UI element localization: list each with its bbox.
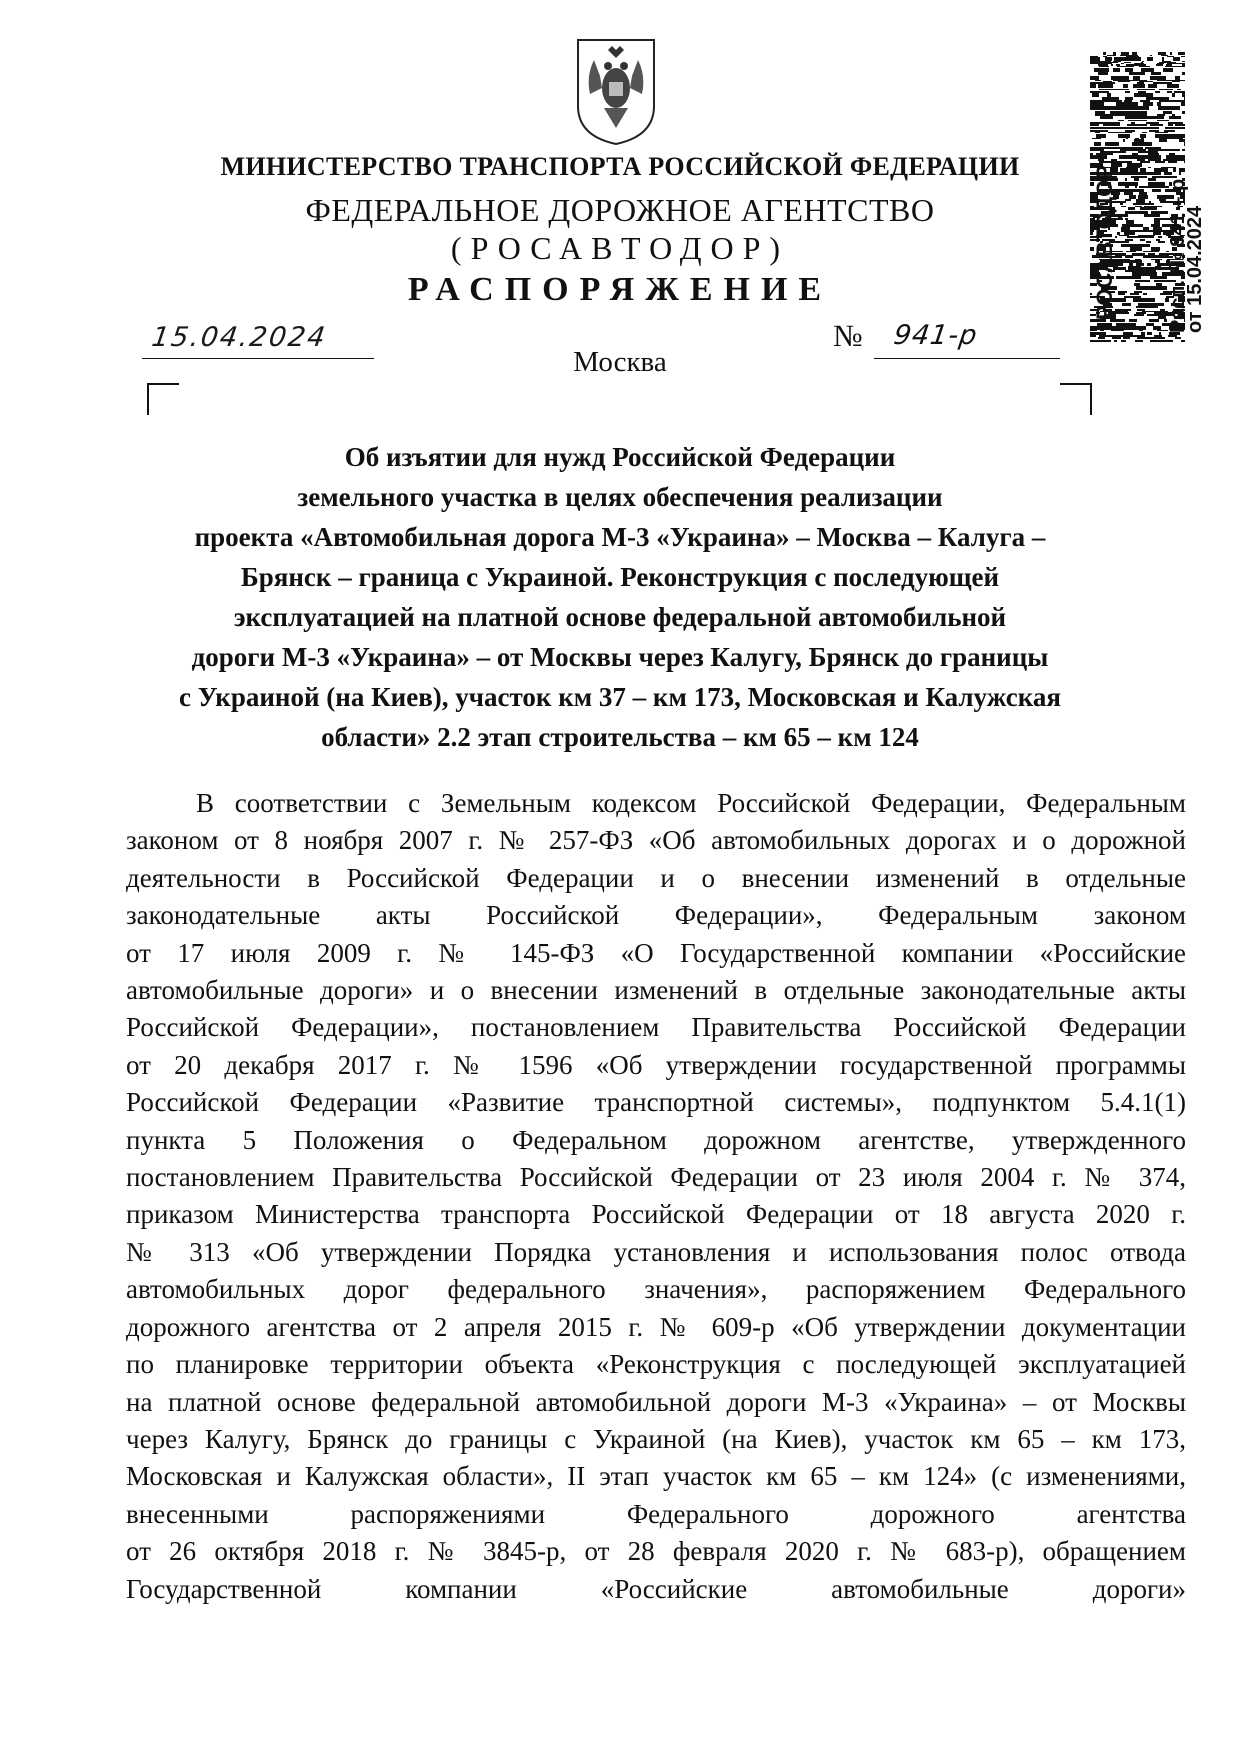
body-line: на платной основе федеральной автомобильной дороги М-3 «Украина» – от Москвы [126, 1386, 1186, 1417]
agency-name: ФЕДЕРАЛЬНОЕ ДОРОЖНОЕ АГЕНТСТВО [305, 192, 935, 228]
document-title [150, 437, 1090, 757]
stamp-number: Расп. № 941 – р [1167, 178, 1189, 333]
title-line: дороги М-3 «Украина» – от Москвы через Калугу, Брянск до границы [191, 642, 1049, 672]
body-line: законодательные акты Российской Федерации», Федеральным законом [126, 900, 1186, 931]
body-line: В соответствии с Земельным кодексом Российской Федерации, Федеральным [196, 788, 1186, 818]
title-bracket-left [147, 383, 179, 415]
body-line: от 26 октября 2018 г. № 3845-р, от 28 февраля 2020 г. № 683-р), обращением [126, 1536, 1186, 1567]
body-line: по планировке территории объекта «Реконструкция с последующей эксплуатацией [126, 1349, 1186, 1380]
number-sign: № [833, 318, 863, 353]
body-line: автомобильные дороги» и о внесении изменений в отдельные законодательные акты [126, 975, 1186, 1006]
body-line: деятельности в Российской Федерации и о внесении изменений в отдельные [126, 862, 1186, 893]
document-type: РАСПОРЯЖЕНИЕ [407, 271, 833, 308]
city: Москва [573, 346, 667, 378]
title-line: области» 2.2 этап строительства – км 65 – км 124 [321, 722, 919, 752]
agency-short-name: (РОСАВТОДОР) [450, 230, 790, 266]
body-line: через Калугу, Брянск до границы с Украиной (на Киев), участок км 65 – км 173, [126, 1423, 1186, 1454]
document-body [126, 785, 1186, 1608]
title-bracket-right [1060, 383, 1092, 415]
handwritten-number: 941-р [891, 320, 980, 351]
body-line: от 17 июля 2009 г. № 145-ФЗ «О Государственной компании «Российские [126, 937, 1186, 968]
body-line: постановлением Правительства Российской Федерации от 23 июля 2004 г. № 374, [126, 1162, 1186, 1193]
title-line: земельного участка в целях обеспечения реализации [297, 482, 943, 512]
body-line: автомобильных дорог федерального значения», распоряжением Федерального [126, 1274, 1186, 1305]
body-line: пункта 5 Положения о Федеральном дорожном агентстве, утвержденного [126, 1124, 1186, 1155]
title-line: Об изъятии для нужд Российской Федерации [344, 442, 896, 472]
title-line: проекта «Автомобильная дорога М-3 «Украина» – Москва – Калуга – [194, 522, 1046, 552]
body-line: Российской Федерации «Развитие транспортной системы», подпунктом 5.4.1(1) [126, 1087, 1186, 1118]
coat-of-arms-icon [572, 36, 660, 148]
body-line: Государственной компании «Российские автомобильные дороги» [126, 1573, 1186, 1604]
stamp-org: РОСАВТОДОР [1092, 165, 1117, 320]
body-line: дорожного агентства от 2 апреля 2015 г. № 609-р «Об утверждении документации [126, 1311, 1186, 1342]
body-line: Российской Федерации», постановлением Правительства Российской Федерации [126, 1012, 1186, 1043]
body-line: Московская и Калужская области», II этап участок км 65 – км 124» (с изменениями, [126, 1461, 1186, 1492]
handwritten-date: 15.04.2024 [149, 322, 329, 353]
title-line: эксплуатацией на платной основе федеральной автомобильной [233, 602, 1007, 632]
ministry-name: МИНИСТЕРСТВО ТРАНСПОРТА РОССИЙСКОЙ ФЕДЕРАЦИИ [220, 152, 1020, 181]
body-line: от 20 декабря 2017 г. № 1596 «Об утверждении государственной программы [126, 1049, 1186, 1080]
title-line: Брянск – граница с Украиной. Реконструкция с последующей [240, 562, 1000, 592]
title-line: с Украиной (на Киев), участок км 37 – км 173, Московская и Калужская [178, 682, 1062, 712]
body-line: законом от 8 ноября 2007 г. № 257-ФЗ «Об автомобильных дорогах и о дорожной [126, 825, 1186, 856]
body-line: приказом Министерства транспорта Российской Федерации от 18 августа 2020 г. [126, 1199, 1186, 1230]
stamp-date: от 15.04.2024 [1184, 205, 1206, 333]
body-line: внесенными распоряжениями Федерального дорожного агентства [126, 1498, 1186, 1529]
body-line: № 313 «Об утверждении Порядка установления и использования полос отвода [126, 1236, 1186, 1267]
